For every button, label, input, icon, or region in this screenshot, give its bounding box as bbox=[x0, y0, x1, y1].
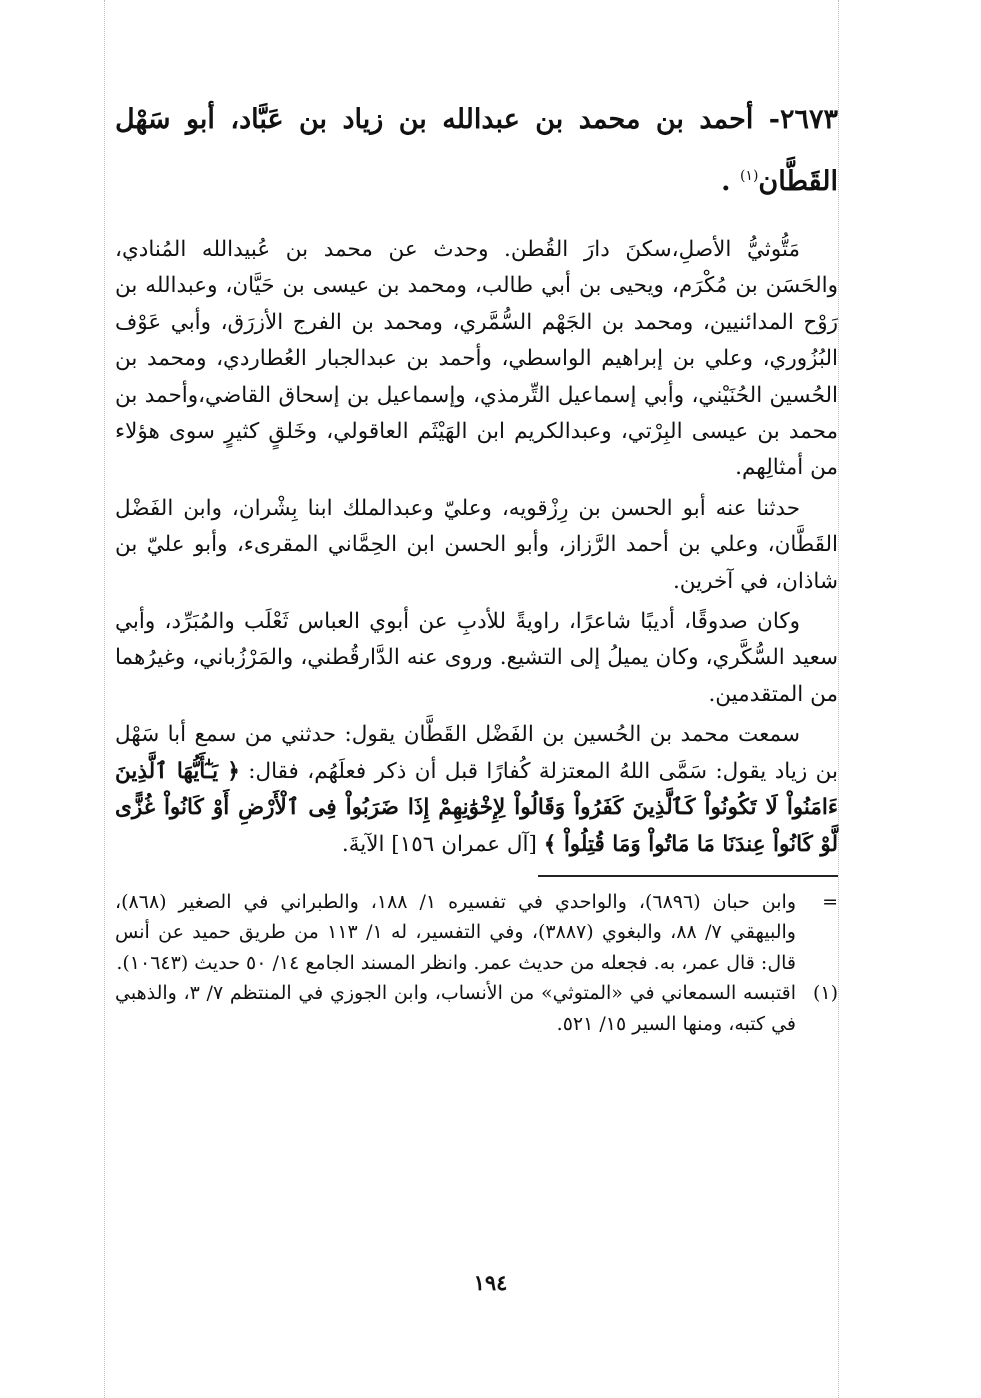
footnote-continuation-marker: = bbox=[822, 890, 838, 913]
entry-title-end: . bbox=[721, 166, 740, 197]
verse-citation: [آل عمران ١٥٦] الآيةَ. bbox=[341, 831, 537, 857]
footnote-text: اقتبسه السمعاني في «المتوثي» من الأنساب، وابن الجوزي في المنتظم ٧/ ٣، والذهبي في كتبه، ومنها السير ١٥/ ٥٢١. bbox=[115, 982, 796, 1035]
quote-text: سمعت محمد بن الحُسين بن الفَضْل القَطَّان يقول: حدثني من سمع أبا سَهْل بن زياد يقول: سَمَّى اللهُ المعتزلة كُفارًا قبل أن ذكر فعلَهُم، فقال: bbox=[115, 722, 838, 784]
paragraph-teachers: مَتُّوثيُّ الأصلِ،سكنَ دارَ القُطن. وحدث عن محمد بن عُبيدالله المُنادي، والحَسَن بن مُكْرَم، ويحيى بن أبي طالب، ومحمد بن عيسى بن حَيَّان، وعبدالله بن رَوْح المدائنيين، ومحمد بن الجَهْم السُّمَّري، ومحمد بن الفرج الأزرَق، وأبي عَوْف البُزُوري، وعلي بن إبراهيم الواسطي، وأحمد بن عبدالجبار العُطاردي، ومحمد بن الحُسين الحُنَيْني، وأبي إسماعيل التِّرمذي، وإسماعيل بن إسحاق القاضي،وأحمد بن محمد بن عيسى البِرْتي، وعبدالكريم ابن الهَيْثَم العاقولي، وخَلقٍ كثيرٍ سوى هؤلاء من أمثالِهم. bbox=[115, 237, 838, 481]
scan-speck-line-right bbox=[838, 0, 839, 1398]
scan-speck-line-left bbox=[104, 0, 105, 1398]
footnote-marker: (١) bbox=[812, 982, 838, 1005]
quran-verse: ﴿ يَـٰٓأَيُّهَا ٱلَّذِينَ ءَامَنُواْ لَا تَكُونُواْ كَٱلَّذِينَ كَفَرُواْ وَقَالُواْ لِإِخْوَٰنِهِمْ إِذَا ضَرَبُواْ فِى ٱلْأَرْضِ أَوْ كَانُواْ غُزًّى لَّوْ كَانُواْ عِندَنَا مَا مَاتُواْ وَمَا قُتِلُواْ ﴾ bbox=[115, 758, 838, 857]
footnote-reference: (١) bbox=[739, 168, 759, 184]
page-content bbox=[115, 92, 838, 1039]
entry-title-text: ٢٦٧٣- أحمد بن محمد بن عبدالله بن زياد بن عَبَّاد، أبو سَهْل القَطَّان bbox=[115, 104, 838, 197]
paragraph-students: حدثنا عنه أبو الحسن بن رِزْقويه، وعليّ وعبدالملك ابنا بِشْران، وابن الفَضْل القَطَّان، وعلي بن أحمد الرَّزاز، وأبو الحسن ابن الحِمَّاني المقرىء، وأبو عليّ بن شاذان، في آخرين. bbox=[115, 495, 838, 594]
page-number: ١٩٤ bbox=[473, 1270, 508, 1295]
entry-title bbox=[115, 92, 838, 210]
footnote-separator bbox=[538, 875, 838, 877]
footnote-continued bbox=[115, 887, 838, 979]
footnote-1 bbox=[115, 978, 838, 1039]
paragraph-quote bbox=[115, 717, 838, 863]
footnote-text: وابن حبان (٦٨٩٦)، والواحدي في تفسيره ١/ ١٨٨، والطبراني في الصغير (٨٦٨)، والبيهقي ٧/ ٨٨، والبغوي (٣٨٨٧)، وفي التفسير، له ١/ ١١٣ من طريق حميد عن أنس قال: قال عمر، به. فجعله من حديث عمر. وانظر المسند الجامع ١٤/ ٥٠ حديث (١٠٦٤٣). bbox=[115, 890, 796, 974]
paragraph-description: وكان صدوقًا، أديبًا شاعرًا، راويةً للأدبِ عن أبوي العباس ثَعْلَب والمُبَرِّد، وأبي سعيد السُّكَّري، وكان يميلُ إلى التشيع. وروى عنه الدَّارقُطني، والمَرْزُباني، وغيرُهما من المتقدمين. bbox=[115, 609, 838, 707]
